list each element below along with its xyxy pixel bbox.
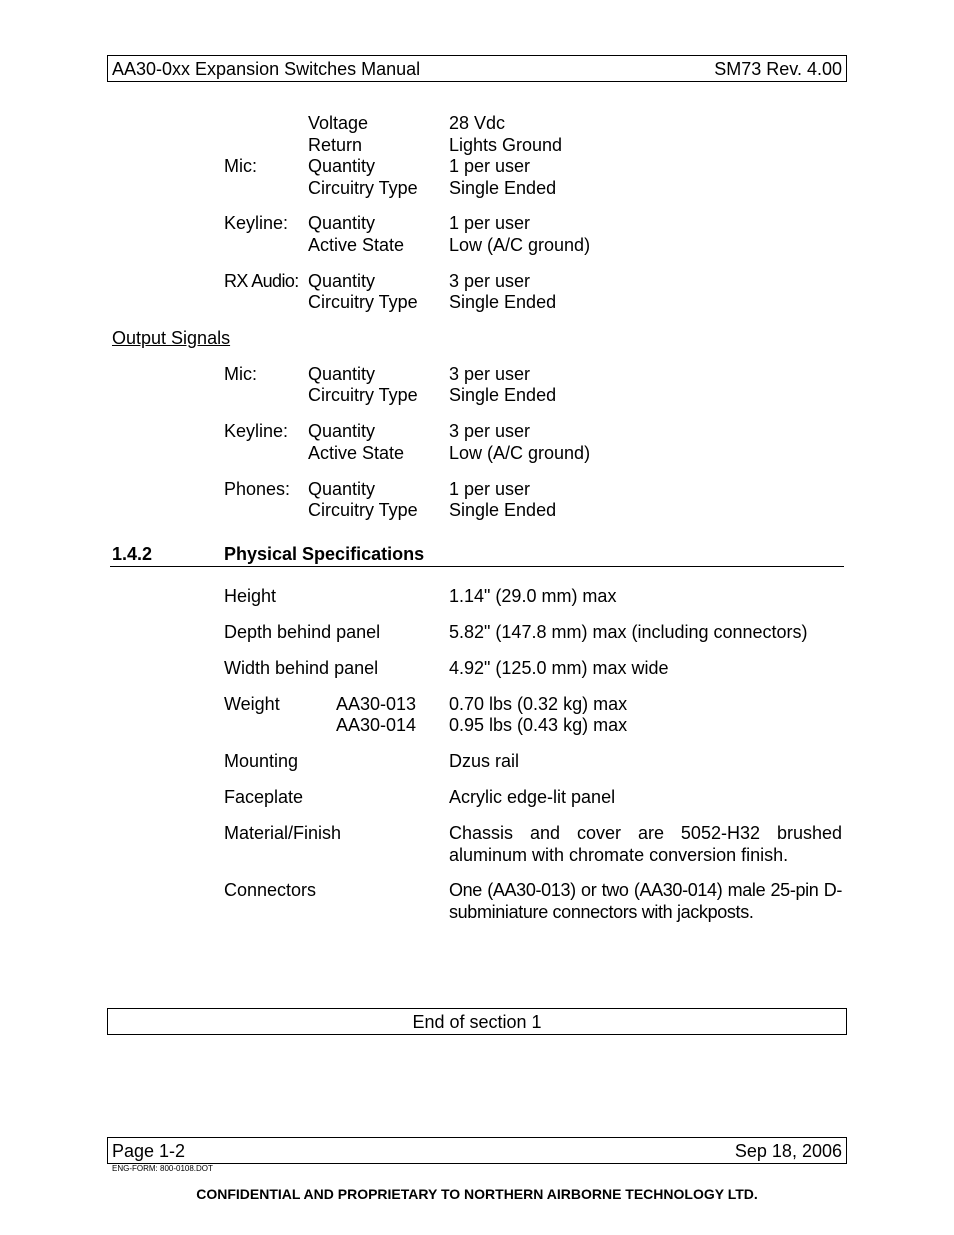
param-value: 3 per user [449,364,531,384]
param-value: Low (A/C ground) [449,443,591,463]
output-signals-heading: Output Signals [112,328,231,348]
weight-value: 0.70 lbs (0.32 kg) max [449,694,628,714]
section-rule [110,566,844,567]
header-title: AA30-0xx Expansion Switches Manual [112,59,421,79]
footer-date: Sep 18, 2006 [734,1141,842,1161]
param-value: Single Ended [449,500,557,520]
spec-label: Depth behind panel [224,622,381,642]
spec-value: Acrylic edge-lit panel [449,787,616,807]
header-revision: SM73 Rev. 4.00 [714,59,842,79]
spec-value: One (AA30-013) or two (AA30-014) male 25-pin D-subminiature connectors with jackposts. [449,880,842,922]
weight-model: AA30-013 [336,694,417,714]
spec-value: Dzus rail [449,751,520,771]
group-label-keyline-in: Keyline: [224,213,289,233]
param-label: Quantity [308,271,376,291]
section-number: 1.4.2 [112,544,153,564]
param-value: 1 per user [449,213,531,233]
param-value: 1 per user [449,156,531,176]
param-label: Circuitry Type [308,385,418,405]
spec-value: 4.92" (125.0 mm) max wide [449,658,669,678]
spec-label: Weight [224,694,280,714]
param-label: Quantity [308,213,376,233]
param-value: Single Ended [449,292,557,312]
footer-form: ENG-FORM: 800-0108.DOT [112,1164,213,1173]
param-value: Low (A/C ground) [449,235,591,255]
footer-confidential: CONFIDENTIAL AND PROPRIETARY TO NORTHERN AIRBORNE TECHNOLOGY LTD. [196,1186,758,1202]
param-label: Voltage [308,113,369,133]
param-label: Circuitry Type [308,500,418,520]
spec-value: 1.14" (29.0 mm) max [449,586,617,606]
param-value: Lights Ground [449,135,563,155]
spec-value: 5.82" (147.8 mm) max (including connectors) [449,622,808,642]
param-label: Return [308,135,363,155]
param-label: Circuitry Type [308,292,418,312]
group-label-rx-audio: RX Audio: [224,271,299,291]
param-label: Circuitry Type [308,178,418,198]
group-label-mic-out: Mic: [224,364,257,384]
weight-value: 0.95 lbs (0.43 kg) max [449,715,628,735]
group-label-mic-in: Mic: [224,156,257,176]
param-label: Active State [308,235,405,255]
end-of-section: End of section 1 [412,1012,542,1032]
param-label: Active State [308,443,405,463]
spec-label: Faceplate [224,787,304,807]
group-label-phones: Phones: [224,479,291,499]
weight-model: AA30-014 [336,715,417,735]
param-label: Quantity [308,479,376,499]
spec-value: Chassis and cover are 5052-H32 brushed aluminum with chromate conversion finish. [449,823,842,865]
spec-label: Height [224,586,277,606]
footer-page: Page 1-2 [112,1141,186,1161]
section-title: Physical Specifications [224,544,425,564]
spec-label: Width behind panel [224,658,379,678]
param-value: Single Ended [449,385,557,405]
spec-label: Mounting [224,751,299,771]
group-label-keyline-out: Keyline: [224,421,289,441]
param-value: 1 per user [449,479,531,499]
param-label: Quantity [308,421,376,441]
spec-label: Connectors [224,880,317,900]
param-label: Quantity [308,156,376,176]
param-value: 3 per user [449,271,531,291]
param-value: Single Ended [449,178,557,198]
param-value: 28 Vdc [449,113,506,133]
spec-label: Material/Finish [224,823,342,843]
param-value: 3 per user [449,421,531,441]
param-label: Quantity [308,364,376,384]
